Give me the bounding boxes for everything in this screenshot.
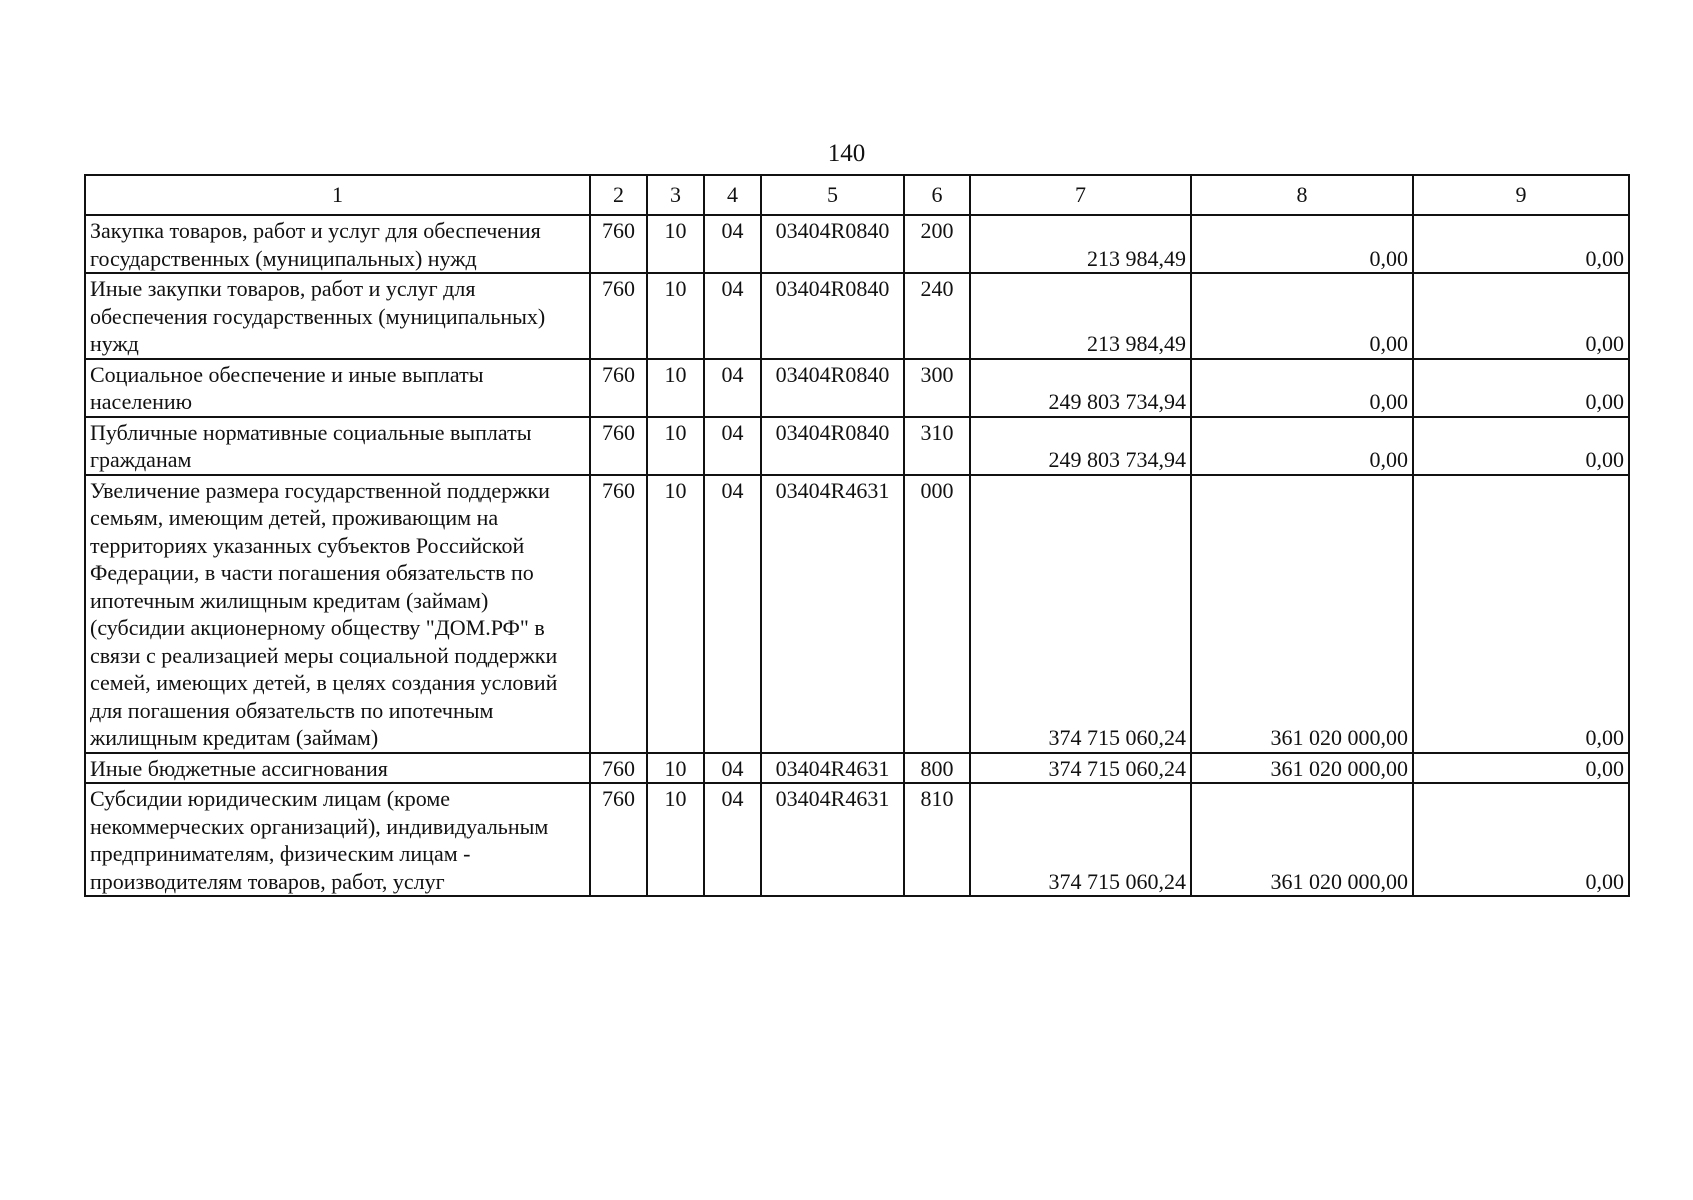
amount-col7-cell: 374 715 060,24 (970, 753, 1191, 784)
column-header: 3 (647, 175, 704, 215)
section-code-cell: 10 (647, 359, 704, 417)
target-article-cell: 03404R0840 (761, 273, 904, 359)
table-row (85, 273, 1629, 359)
amount-col9-cell: 0,00 (1413, 273, 1629, 359)
ministry-code-cell: 760 (590, 417, 647, 475)
amount-col8-cell: 361 020 000,00 (1191, 475, 1413, 753)
table-row (85, 359, 1629, 417)
budget-table (84, 174, 1630, 897)
amount-col7-cell: 213 984,49 (970, 273, 1191, 359)
amount-col7-cell: 213 984,49 (970, 215, 1191, 273)
target-article-cell: 03404R0840 (761, 417, 904, 475)
table-row (85, 417, 1629, 475)
ministry-code-cell: 760 (590, 475, 647, 753)
row-name-cell: Публичные нормативные социальные выплаты гражданам (85, 417, 590, 475)
amount-col9-cell: 0,00 (1413, 753, 1629, 784)
amount-col8-cell: 361 020 000,00 (1191, 753, 1413, 784)
amount-col8-cell: 0,00 (1191, 215, 1413, 273)
expense-type-cell: 240 (904, 273, 970, 359)
column-header: 7 (970, 175, 1191, 215)
row-name-cell: Социальное обеспечение и иные выплаты населению (85, 359, 590, 417)
column-header: 5 (761, 175, 904, 215)
expense-type-cell: 310 (904, 417, 970, 475)
section-code-cell: 10 (647, 417, 704, 475)
amount-col9-cell: 0,00 (1413, 475, 1629, 753)
amount-col9-cell: 0,00 (1413, 215, 1629, 273)
amount-col8-cell: 0,00 (1191, 273, 1413, 359)
target-article-cell: 03404R0840 (761, 215, 904, 273)
row-name-cell: Увеличение размера государственной поддержки семьям, имеющим детей, проживающим на территориях указанных субъектов Российской Федерации, в части погашения обязательств по ипотечным жилищным кредитам (займам) (субсидии акционерному обществу "ДОМ.РФ" в связи с реализацией меры социальной поддержки семей, имеющих детей, в целях создания условий для погашения обязательств по ипотечным жилищным кредитам (займам) (85, 475, 590, 753)
column-header: 6 (904, 175, 970, 215)
ministry-code-cell: 760 (590, 215, 647, 273)
column-header: 1 (85, 175, 590, 215)
ministry-code-cell: 760 (590, 273, 647, 359)
table-row (85, 783, 1629, 896)
amount-col8-cell: 0,00 (1191, 417, 1413, 475)
section-code-cell: 10 (647, 273, 704, 359)
expense-type-cell: 000 (904, 475, 970, 753)
section-code-cell: 10 (647, 753, 704, 784)
target-article-cell: 03404R4631 (761, 753, 904, 784)
amount-col8-cell: 361 020 000,00 (1191, 783, 1413, 896)
ministry-code-cell: 760 (590, 359, 647, 417)
row-name-cell: Иные бюджетные ассигнования (85, 753, 590, 784)
expense-type-cell: 300 (904, 359, 970, 417)
section-code-cell: 10 (647, 475, 704, 753)
amount-col7-cell: 249 803 734,94 (970, 417, 1191, 475)
table-row (85, 215, 1629, 273)
subsection-code-cell: 04 (704, 273, 761, 359)
table-row (85, 475, 1629, 753)
amount-col9-cell: 0,00 (1413, 359, 1629, 417)
column-header: 4 (704, 175, 761, 215)
row-name-cell: Иные закупки товаров, работ и услуг для обеспечения государственных (муниципальных) нужд (85, 273, 590, 359)
ministry-code-cell: 760 (590, 783, 647, 896)
column-header: 8 (1191, 175, 1413, 215)
row-name-cell: Закупка товаров, работ и услуг для обеспечения государственных (муниципальных) нужд (85, 215, 590, 273)
expense-type-cell: 800 (904, 753, 970, 784)
subsection-code-cell: 04 (704, 783, 761, 896)
target-article-cell: 03404R4631 (761, 475, 904, 753)
section-code-cell: 10 (647, 783, 704, 896)
table-row (85, 753, 1629, 784)
ministry-code-cell: 760 (590, 753, 647, 784)
column-number-row (85, 175, 1629, 215)
expense-type-cell: 200 (904, 215, 970, 273)
subsection-code-cell: 04 (704, 753, 761, 784)
subsection-code-cell: 04 (704, 475, 761, 753)
subsection-code-cell: 04 (704, 359, 761, 417)
amount-col7-cell: 374 715 060,24 (970, 475, 1191, 753)
page-number: 140 (827, 140, 866, 167)
amount-col8-cell: 0,00 (1191, 359, 1413, 417)
expense-type-cell: 810 (904, 783, 970, 896)
target-article-cell: 03404R0840 (761, 359, 904, 417)
target-article-cell: 03404R4631 (761, 783, 904, 896)
column-header: 9 (1413, 175, 1629, 215)
subsection-code-cell: 04 (704, 417, 761, 475)
amount-col9-cell: 0,00 (1413, 783, 1629, 896)
amount-col7-cell: 249 803 734,94 (970, 359, 1191, 417)
column-header: 2 (590, 175, 647, 215)
row-name-cell: Субсидии юридическим лицам (кроме некоммерческих организаций), индивидуальным предпринимателям, физическим лицам - производителям товаров, работ, услуг (85, 783, 590, 896)
section-code-cell: 10 (647, 215, 704, 273)
subsection-code-cell: 04 (704, 215, 761, 273)
amount-col7-cell: 374 715 060,24 (970, 783, 1191, 896)
amount-col9-cell: 0,00 (1413, 417, 1629, 475)
